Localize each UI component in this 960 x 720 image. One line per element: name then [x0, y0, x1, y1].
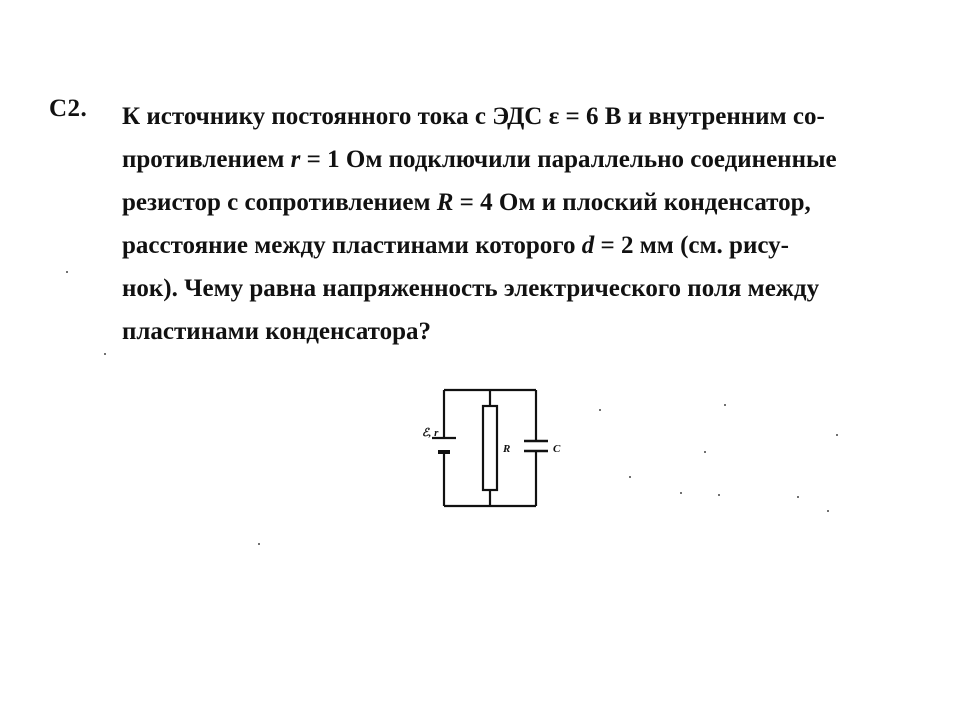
circuit-wires — [444, 390, 536, 506]
scan-speck — [104, 353, 106, 355]
scan-speck — [599, 409, 601, 411]
scan-speck — [704, 451, 706, 453]
scan-speck — [680, 492, 682, 494]
resistor-label: R — [503, 443, 511, 455]
scan-speck — [724, 404, 726, 406]
problem-line: расстояние между пластинами которого d = 2 мм (см. рису- — [122, 232, 789, 259]
capacitor-symbol — [524, 441, 548, 451]
problem-line: К источнику постоянного тока с ЭДС ε = 6 В и внутренним со- — [122, 103, 825, 130]
scan-speck — [797, 496, 799, 498]
source-label: ℰ, r — [422, 427, 439, 439]
scan-speck — [66, 271, 68, 273]
scan-speck — [629, 476, 631, 478]
circuit-diagram — [410, 378, 570, 518]
scan-speck — [836, 434, 838, 436]
problem-statement — [122, 95, 932, 353]
problem-number: С2. — [49, 95, 88, 122]
problem-line: противлением r = 1 Ом подключили параллельно соединенные — [122, 146, 837, 173]
resistor-symbol — [483, 406, 497, 490]
scan-speck — [258, 543, 260, 545]
problem-line: нок). Чему равна напряженность электрического поля между — [122, 275, 820, 302]
battery-symbol — [432, 438, 456, 452]
capacitor-label: C — [553, 443, 561, 455]
scan-speck — [827, 510, 829, 512]
scan-speck — [718, 494, 720, 496]
problem-line: пластинами конденсатора? — [122, 318, 432, 345]
problem-line: резистор с сопротивлением R = 4 Ом и плоский конденсатор, — [122, 189, 811, 216]
